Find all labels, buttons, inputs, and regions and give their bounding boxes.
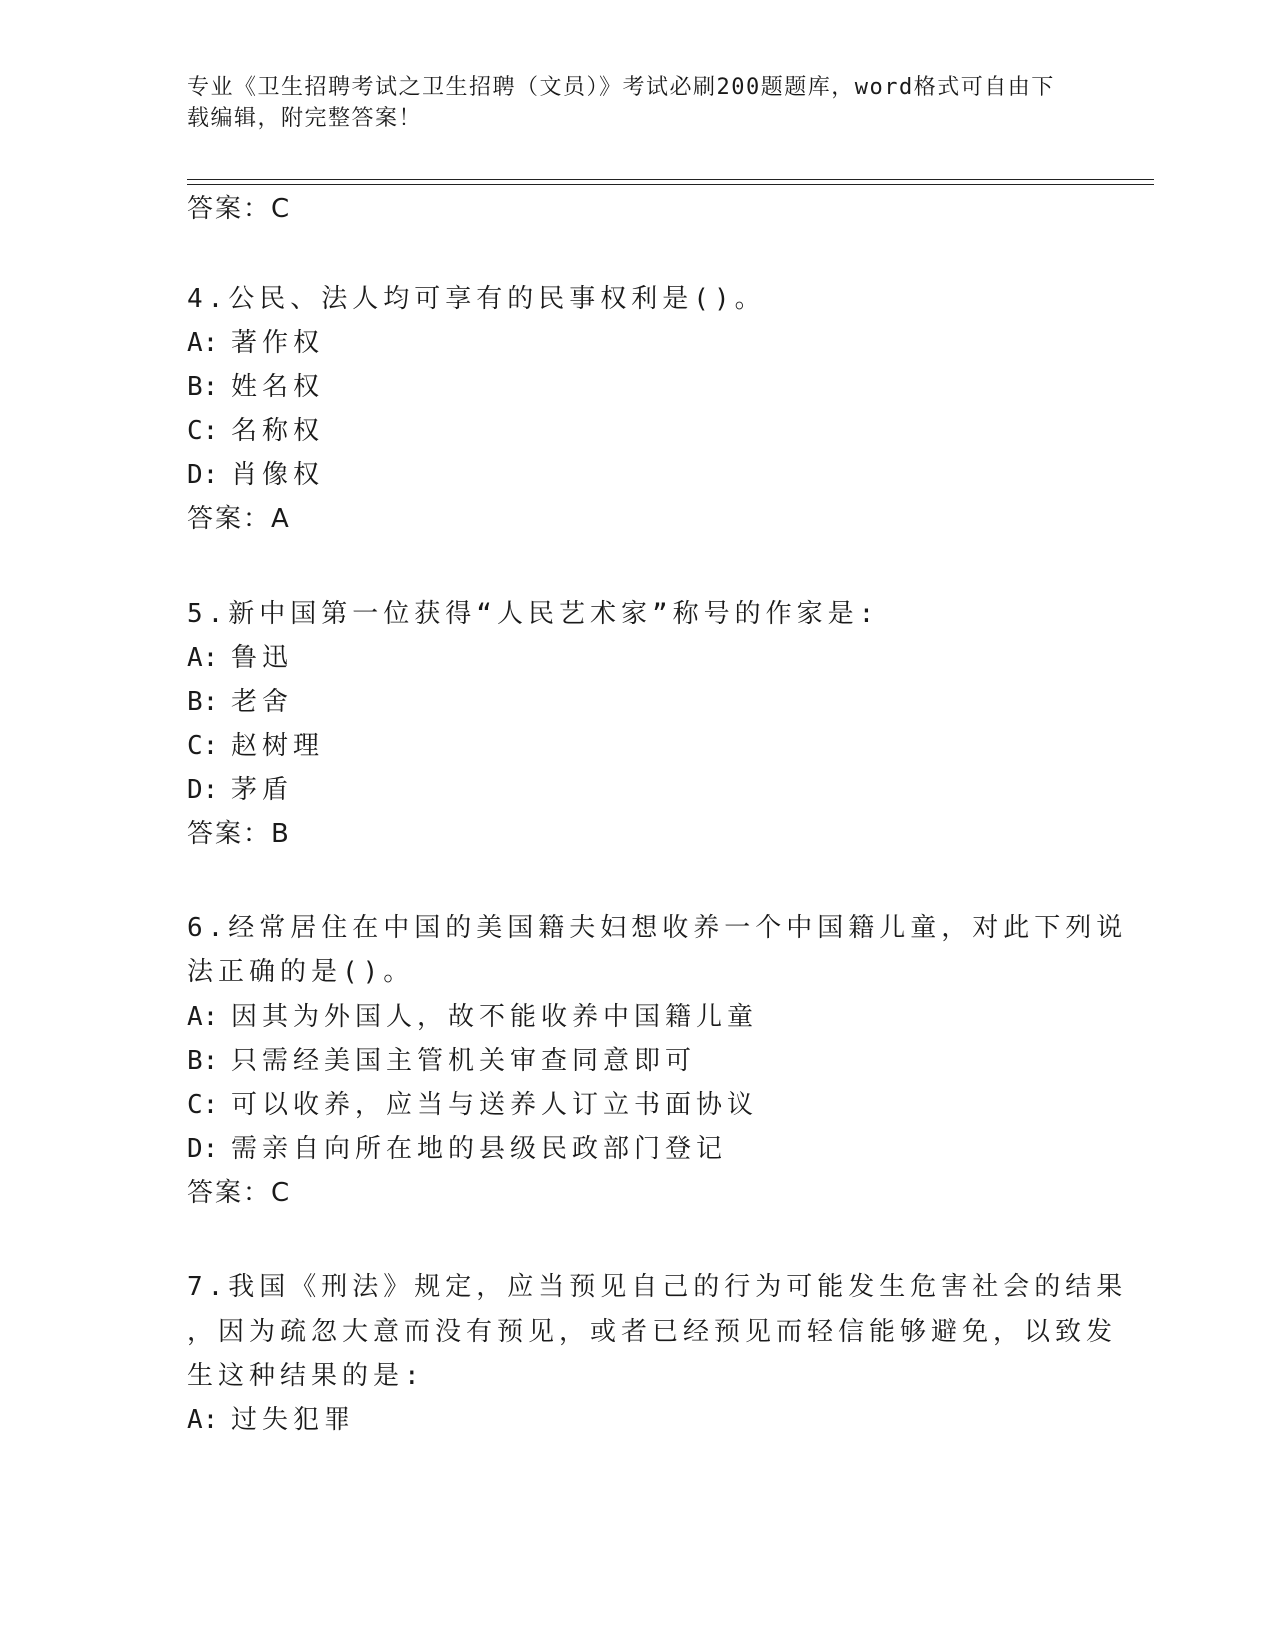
- option-text: 著作权: [231, 328, 325, 358]
- option-text: 需亲自向所在地的县级民政部门登记: [231, 1134, 728, 1164]
- option-key: A:: [187, 328, 219, 358]
- option-key: B:: [187, 372, 219, 402]
- header-divider-bottom: [187, 184, 1154, 185]
- option-text: 过失犯罪: [231, 1405, 356, 1435]
- option-text: 可以收养，应当与送养人订立书面协议: [231, 1090, 759, 1120]
- question-4-option-a: [187, 321, 324, 366]
- question-7-text-line2: ，因为疏忽大意而没有预见，或者已经预见而轻信能够避免，以致发: [187, 1317, 1118, 1347]
- option-key: A:: [187, 1002, 219, 1032]
- header-divider-top: [187, 179, 1154, 180]
- option-text: 只需经美国主管机关审查同意即可: [231, 1046, 697, 1076]
- question-6-option-a: [187, 995, 758, 1040]
- option-text: 鲁迅: [231, 643, 294, 673]
- question-5-option-c: [187, 724, 324, 769]
- question-4-answer: 答案：A: [187, 504, 291, 534]
- option-key: B:: [187, 687, 219, 717]
- document-header: 专业《卫生招聘考试之卫生招聘（文员）》考试必刷200题题库，word格式可自由下载编辑，附完整答案！: [187, 75, 1055, 131]
- question-4-text: 4.公民、法人均可享有的民事权利是()。: [187, 284, 766, 314]
- option-text: 茅盾: [231, 775, 294, 805]
- option-key: C:: [187, 731, 219, 761]
- option-key: D:: [187, 775, 219, 805]
- question-6-answer: 答案：C: [187, 1178, 292, 1208]
- option-key: A:: [187, 643, 219, 673]
- question-5-option-b: [187, 680, 293, 725]
- question-5-answer: 答案：B: [187, 819, 291, 849]
- previous-answer: 答案：C: [187, 194, 292, 224]
- option-text: 姓名权: [231, 372, 325, 402]
- option-text: 肖像权: [231, 460, 325, 490]
- option-key: B:: [187, 1046, 219, 1076]
- option-text: 赵树理: [231, 731, 325, 761]
- question-4-option-c: [187, 409, 324, 454]
- option-key: D:: [187, 460, 219, 490]
- option-key: A:: [187, 1405, 219, 1435]
- question-5-text: 5.新中国第一位获得“人民艺术家”称号的作家是:: [187, 599, 880, 629]
- question-6-text-line2: 法正确的是()。: [187, 957, 415, 987]
- question-6-option-d: [187, 1127, 727, 1172]
- question-6-option-b: [187, 1039, 696, 1084]
- question-7-text-line3: 生这种结果的是:: [187, 1361, 425, 1391]
- question-4-option-d: [187, 453, 324, 498]
- question-5-option-a: [187, 636, 293, 681]
- question-6-option-c: [187, 1083, 758, 1128]
- option-key: C:: [187, 416, 219, 446]
- option-key: C:: [187, 1090, 219, 1120]
- question-5-option-d: [187, 768, 293, 813]
- option-key: D:: [187, 1134, 219, 1164]
- question-6-text-line1: 6.经常居住在中国的美国籍夫妇想收养一个中国籍儿童，对此下列说: [187, 913, 1128, 943]
- option-text: 老舍: [231, 687, 294, 717]
- option-text: 名称权: [231, 416, 325, 446]
- question-4-option-b: [187, 365, 324, 410]
- option-text: 因其为外国人，故不能收养中国籍儿童: [231, 1002, 759, 1032]
- question-7-text-line1: 7.我国《刑法》规定，应当预见自己的行为可能发生危害社会的结果: [187, 1272, 1128, 1302]
- question-7-option-a: [187, 1398, 355, 1443]
